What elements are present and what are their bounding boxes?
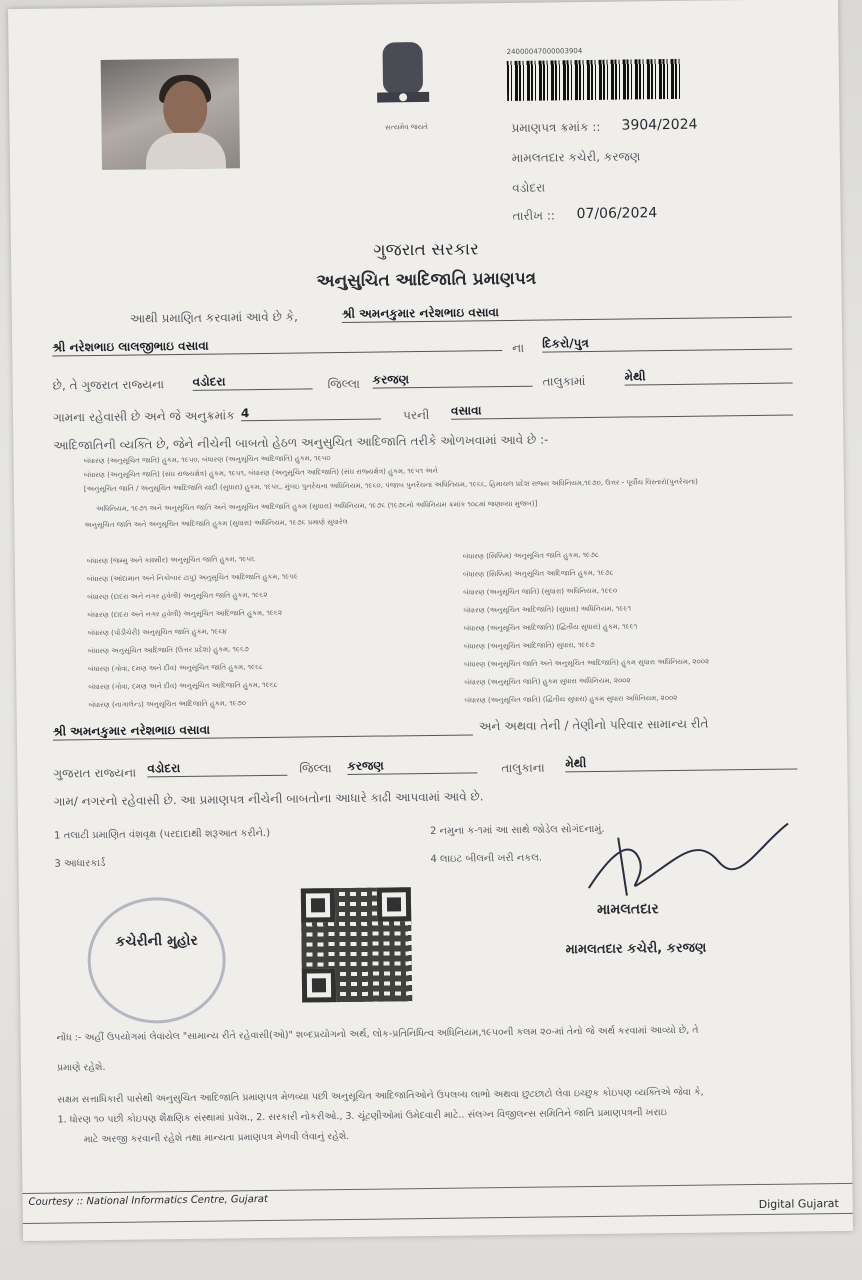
order-right: બંધારણ (અનુસૂચિત આદિજાતિ) સુધારા, ૧૯૯૭: [463, 640, 595, 651]
residence-taluka-label: તાલુકાના: [501, 760, 545, 776]
government-title: ગુજરાત સરકાર: [373, 239, 479, 261]
residence-village-value: મેથી: [565, 753, 797, 772]
office-seal: [87, 896, 227, 1024]
stamp-text: કચેરીની મુહોર: [115, 932, 198, 950]
barcode: [507, 59, 681, 101]
residence-taluka-value: કરજણ: [347, 757, 477, 775]
order-right: બંધારણ (અનુસૂચિત જાતિ અને અનુસૂચિત આદિજાતિ) હુકમ સુધારા અધિનિયમ, ૨૦૦૨: [464, 657, 710, 669]
state-prefix: છે, તે ગુજરાત રાજ્યના: [52, 377, 165, 393]
order-left: બંધારણ (આંદામાન અને નિકોબાર ટાપુ) અનુસૂચિત આદિજાતિ હુકમ, ૧૯૫૯: [86, 572, 299, 584]
signature-scribble: [578, 815, 799, 908]
order-left: બંધારણ (દાદરા અને નગર હવેલી) અનુસૂચિત આદિજાતિ હુકમ, ૧૯૬૨: [87, 608, 283, 620]
order-left: બંધારણ (ગોવા, દમણ અને દીવ) અનુસૂચિત જાતિ હુકમ, ૧૯૬૮: [88, 663, 264, 674]
issue-date: 07/06/2024: [576, 205, 658, 223]
issuing-district: વડોદરા: [512, 180, 546, 195]
taluka-value: કરજણ: [372, 371, 532, 389]
footer-divider: [23, 1213, 853, 1224]
orders-line: અનુસૂચિત જાતિ અને અનુસૂચિત આદિજાતિ હુકમ (સુધારા) અધિનિયમ, ૧૯૭૬ પ્રમાણે સુધારેલ: [84, 517, 348, 530]
qr-code: [301, 887, 412, 1002]
applicant-name: શ્રી અમનકુમાર નરેશભાઇ વસાવા: [342, 302, 792, 323]
order-right: બંધારણ (અનુસૂચિત જાતિ) હુકમ સુધારા અધિનિયમ, ૨૦૦૨: [464, 676, 631, 687]
orders-line: અધિનિયમ, ૧૯૭૧ અને અનુસૂચિત જાતિ અને અનુસૂચિત આદિજાતિ હુકમ (સુધારા) અધિનિયમ, ૧૯૭૬ (૧૯૭૬નો અધિનિયમ ક્રમાંક ૧૦૮માં જણાવ્યા મુજબ)]: [96, 499, 538, 514]
order-right: બંધારણ (અનુસૂચિત આદિજાતિ) (સુધારા) અધિનિયમ, ૧૯૯૧: [463, 604, 632, 615]
residence-state-prefix: ગુજરાત રાજ્યના: [53, 765, 137, 781]
residence-district-label: જિલ્લા: [299, 761, 332, 776]
signatory-designation: મામલતદાર: [596, 901, 659, 918]
order-left: બંધારણ (જમ્મુ અને કાશ્મીર) અનુસૂચિત જાતિ હુકમ, ૧૯૫૬: [86, 555, 256, 566]
order-left: બંધારણ (પોંડીચેરી) અનુસૂચિત જાતિ હુકમ, ૧૯૬૪: [87, 627, 227, 638]
national-emblem-icon: [364, 36, 441, 123]
taluka-label: તાલુકામાં: [542, 374, 586, 389]
note-benefits-list: 1. ધોરણ ૧૦ પછી કોઇપણ શૈક્ષણિક સંસ્થામાં પ્રવેશ., 2. સરકારી નોકરીઓ., 3. ચૂંટણીઓમાં ઉમેદવારી માટે.. સંલગ્ન વિજીલન્સ સમિતિને જાતિ પ્રમાણપત્રની ખરાઇ: [57, 1107, 667, 1126]
relation: દિકરો/પુત્ર: [542, 334, 792, 353]
issuing-office: મામલતદાર કચેરી, કરજણ: [511, 149, 641, 165]
order-right: બંધારણ (અનુસૂચિત જાતિ) (દ્વિતીય સુધારા) હુકમ સુધારા અધિનિયમ, ૨૦૦૨: [464, 693, 678, 705]
orders-line: [અનુસૂચિત જાતિ / અનુસૂચિત આદિજાતિ યાદી (સુધારા) હુકમ, ૧૯૫૬, મુંબઇ પુનર્રચના અધિનિયમ, ૧૯૬૦, પંજાબ પુનર્રચના અધિનિયમ, ૧૯૬૬, હિમાચલ પ્રદેશ રાજ્ય અધિનિયમ,૧૯૭૦, ઉત્તર - પૂર્વીય વિસ્તારો(પુનર્રચના): [83, 477, 698, 494]
resident-prefix: ગામના રહેવાસી છે અને જે અનુક્રમાંક: [52, 408, 235, 425]
signatory-office: મામલતદાર કચેરી, કરજણ: [565, 940, 707, 958]
residence-name: શ્રી અમનકુમાર નરેશભાઇ વસાવા: [53, 719, 473, 740]
certify-prefix: આથી પ્રમાણિત કરવામાં આવે છે કે,: [129, 309, 299, 326]
caste: વસાવા: [451, 400, 793, 420]
residence-district-value: વડોદરા: [147, 760, 287, 778]
order-right: બંધારણ (અનુસૂચિત જાતિ) (સુધારા) અધિનિયમ, ૧૯૯૦: [463, 586, 618, 597]
basis-item: 1 તલાટી પ્રમાણિત વંશવૃક્ષ (પરદાદાથી શરૂઆત કરીને.): [54, 827, 271, 842]
note-benefits-cont: માટે અરજી કરવાની રહેશે તથા માન્યતા પ્રમાણપત્ર મેળવી લેવાનું રહેશે.: [83, 1130, 350, 1146]
certificate-number-label: પ્રમાણપત્ર ક્રમાંક ::: [511, 119, 601, 135]
date-label: તારીખ ::: [512, 208, 555, 223]
residence-closing: ગામ/ નગરનો રહેવાસી છે. આ પ્રમાણપત્ર નીચેની બાબતોના આધારે કાઢી આપવામાં આવે છે.: [53, 789, 484, 809]
basis-item: 2 નમુના ક-૧માં આ સાથે જોડેલ સોગંદનામું.: [430, 823, 605, 837]
order-left: બંધારણ (નાગાલેન્ડ) અનુસૂચિત આદિજાતિ હુકમ, ૧૯૭૦: [88, 699, 246, 710]
barcode-number: 24000047000003904: [506, 47, 583, 56]
village-value: મેથી: [624, 368, 792, 386]
order-right: બંધારણ (અનુસૂચિત આદિજાતિ) (દ્વિતીય સુધારા) હુકમ, ૧૯૯૧: [463, 622, 638, 633]
parent-name: શ્રી નરેશભાઇ લાલજીભાઇ વસાવા: [52, 335, 502, 356]
order-left: બંધારણ અનુસૂચિત આદિજાતિ (ઉત્તર પ્રદેશ) હુકમ, ૧૯૬૭: [87, 645, 249, 656]
order-right: બંધારણ (સિક્કિમ) અનુસૂચિત જાતિ હુકમ, ૧૯૭૮: [462, 550, 599, 561]
footer-courtesy: Courtesy :: National Informatics Centre, Gujarat: [28, 1193, 269, 1208]
serial-number: 4: [241, 405, 381, 422]
district-label: જિલ્લા: [327, 376, 361, 392]
footer-brand: Digital Gujarat: [758, 1197, 839, 1211]
basis-item: 3 આધારકાર્ડ: [54, 857, 106, 870]
declaration: આદિજાતિની વ્યક્તિ છે, જેને નીચેની બાબતો હેઠળ અનુસુચિત આદિજાતિ તરીકે ઓળખવામાં આવે છે :-: [53, 432, 549, 453]
emblem-caption: સત્યમેવ જયતે: [385, 122, 428, 132]
footer-divider: [22, 1183, 852, 1194]
certificate-page: [8, 0, 853, 1241]
note-residence: નોંધ :- અહીં ઉપયોગમાં લેવાયેલ "સામાન્ય રીતે રહેવાસી(ઓ)" શબ્દપ્રયોગનો અર્થ, લોક-પ્રતિનિધિત્વ અધિનિયમ,૧૯૫૦ની કલમ ૨૦-માં તેનો જે અર્થ કરવામાં આવ્યો છે, તે: [56, 1024, 699, 1044]
order-left: બંધારણ (દાદરા અને નગર હવેલી) અનુસૂચિત જાતિ હુકમ, ૧૯૬૨: [87, 590, 268, 602]
basis-item: 4 લાઇટ બીલની ખરી નકલ.: [430, 852, 543, 865]
district-value: વડોદરા: [193, 373, 313, 390]
order-left: બંધારણ (ગોવા, દમણ અને દીવ) અનુસૂચિત આદિજાતિ હુકમ, ૧૯૬૮: [88, 680, 278, 692]
caste-prefix: પરની: [402, 407, 430, 423]
applicant-photo: [101, 58, 240, 170]
residence-suffix: અને અથવા તેની / તેણીનો પરિવાર સામાન્ય રીતે: [478, 716, 709, 734]
note-residence-cont: પ્રમાણે રહેશે.: [56, 1061, 106, 1074]
note-benefits: સક્ષમ સત્તાધિકારી પાસેથી અનુસુચિત આદિજાતિ પ્રમાણપત્ર મેળવ્યા પછી અનુસૂચિત આદિજાતિઓને ઉપલબ્ધ લાભો અથવા છુટછાટો લેવા ઇચ્છુક કોઇપણ વ્યક્તિએ જેવા કે,: [57, 1086, 704, 1106]
certificate-number: 3904/2024: [621, 116, 698, 134]
of-label: ના: [512, 340, 525, 355]
orders-line: બંધારણ (અનુસૂચિત જાતિ) હુકમ, ૧૯૫૦, બંધારણ (અનુસૂચિત આદિજાતિ) હુકમ, ૧૯૫૦: [83, 454, 331, 466]
order-right: બંધારણ (સિક્કિમ) અનુસૂચિત આદિજાતિ હુકમ, ૧૯૭૮: [462, 568, 614, 579]
orders-line: બંધારણ (અનુસૂચિત જાતિ) (સંઘ રાજ્યક્ષેત્ર) હુકમ, ૧૯૫૧, બંધારણ (અનુસૂચિત આદિજાતિ) (સંઘ રાજ્યક્ષેત્ર) હુકમ, ૧૯૫૧ અને: [83, 466, 438, 480]
certificate-title: અનુસુચિત આદિજાતિ પ્રમાણપત્ર: [316, 268, 537, 292]
